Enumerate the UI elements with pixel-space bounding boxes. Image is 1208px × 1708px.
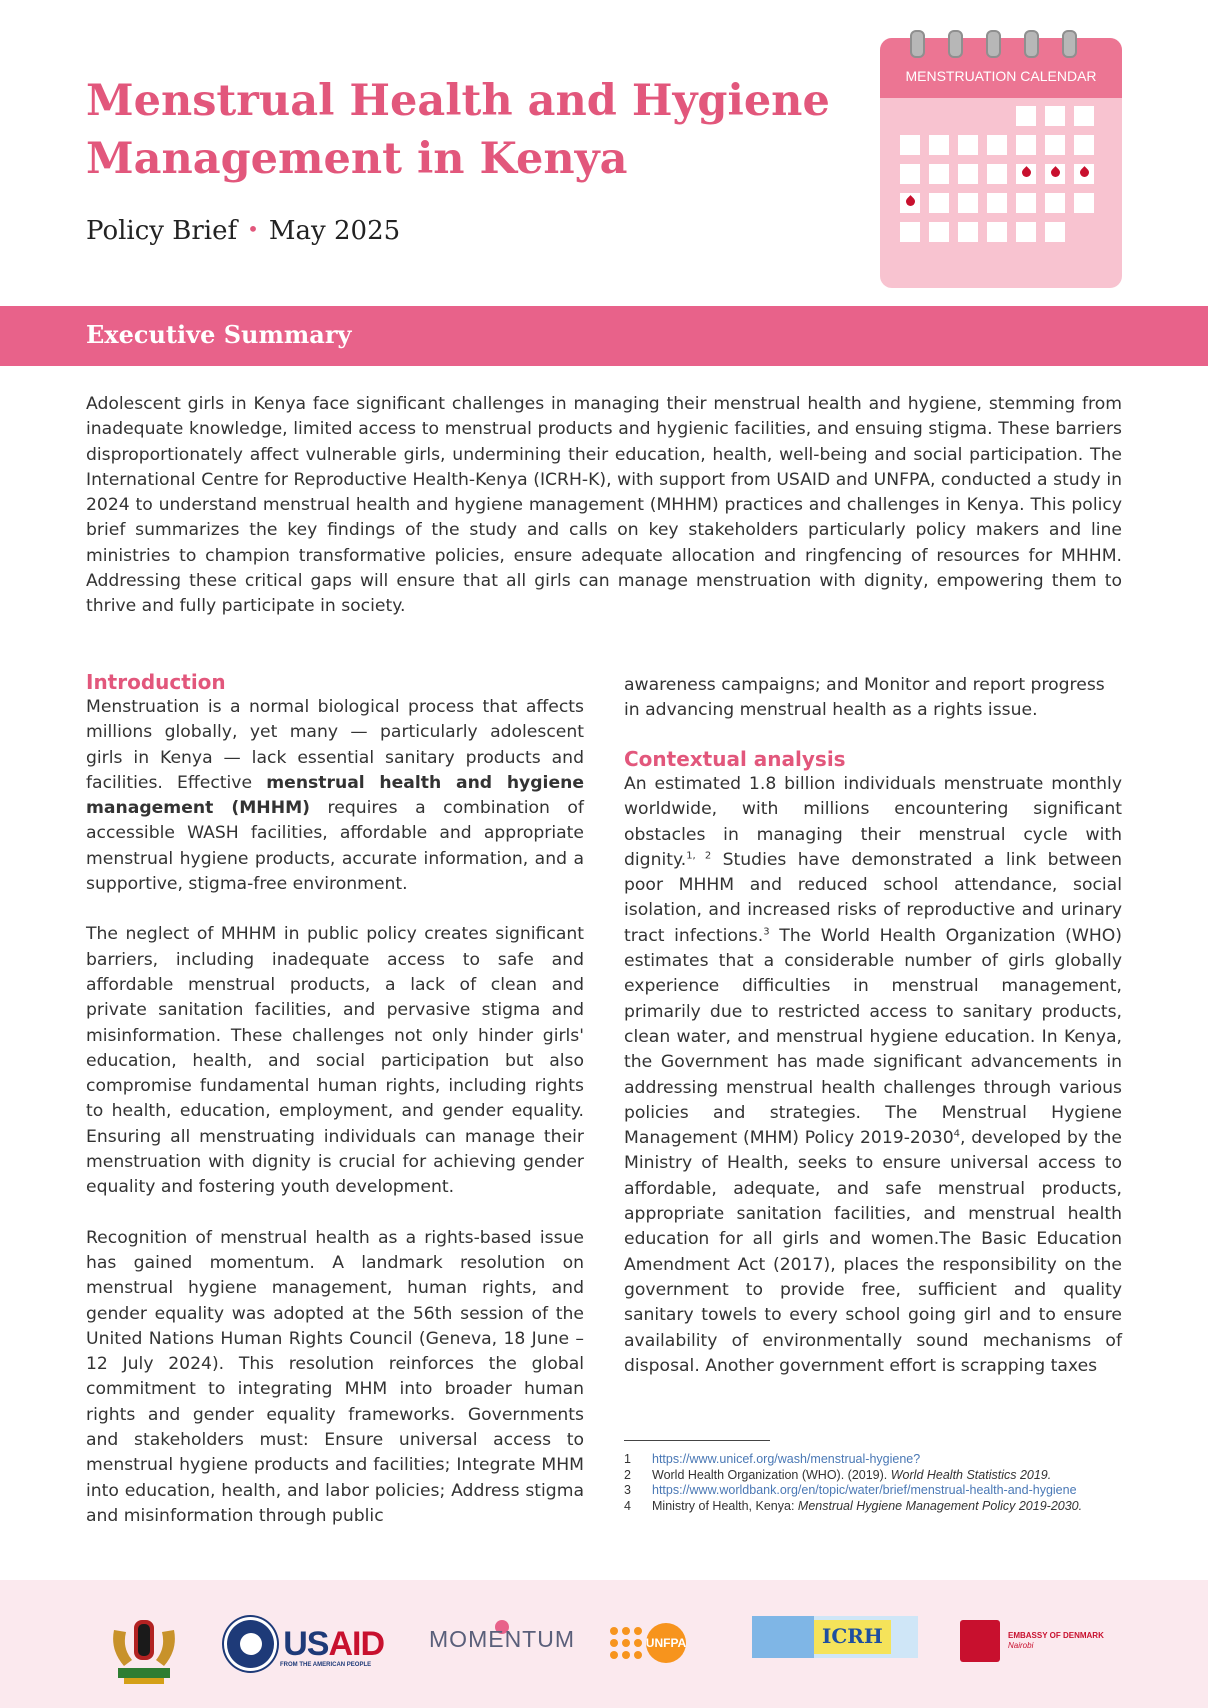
- left-column: [86, 670, 584, 1529]
- coat-of-arms-icon: [100, 1600, 188, 1688]
- footnote-text: [652, 1499, 1082, 1515]
- embassy-of-denmark-logo: [960, 1620, 1110, 1662]
- footnote-number: 3: [624, 1483, 631, 1497]
- calendar-day-cell: [900, 135, 920, 155]
- usaid-tagline: FROM THE AMERICAN PEOPLE: [280, 1662, 372, 1668]
- introduction-heading: Introduction: [86, 670, 226, 694]
- footnote-title: World Health Statistics 2019.: [890, 1467, 1052, 1482]
- footnote-number: 1: [624, 1452, 631, 1466]
- footnote-item: [624, 1468, 1124, 1484]
- footnote-ref: 4: [953, 1128, 961, 1140]
- introduction-paragraph-3: Recognition of menstrual health as a rights-based issue has gained momentum. A landmark resolution on menstrual hygiene management, human rights, and gender equality was adopted at the 56th session of the United Nations Human Rights Council (Geneva, 18 June – 12 July 2024). This resolution reinforces the global commitment to integrating MHM into broader human rights and gender equality frameworks. Governments and stakeholders must: Ensure universal access to menstrual hygiene products and facilities; Integrate MHM into education, health, and labor policies; Address stigma and misinformation through public: [86, 1227, 584, 1526]
- usaid-word-a: US: [283, 1624, 329, 1663]
- footnote-citation: Ministry of Health, Kenya:: [652, 1498, 798, 1513]
- executive-summary-banner: [0, 306, 1208, 366]
- calendar-day-cell: [958, 164, 978, 184]
- calendar-ring: [910, 30, 925, 58]
- calendar-label: MENSTRUATION CALENDAR: [905, 68, 1097, 84]
- footnote-item: [624, 1499, 1124, 1515]
- footnote-item: [624, 1452, 1124, 1468]
- calendar-day-cell: [1016, 135, 1036, 155]
- context-text: An estimated 1.8 billion individuals menstruate monthly worldwide, with millions encountering significant obstacles in managing their menstrual cycle with dignity.: [624, 774, 1122, 870]
- mhhm-emphasis: menstrual health and hygiene management (MHHM): [86, 772, 585, 819]
- usaid-wordmark: [283, 1625, 384, 1664]
- unfpa-wordmark: UNFPA: [646, 1623, 686, 1663]
- footnote-ref: 1, 2: [686, 850, 712, 862]
- calendar-day-cell: [1045, 106, 1065, 126]
- footnote-number: 4: [624, 1498, 631, 1513]
- footnote-citation: World Health Organization (WHO). (2019).: [652, 1467, 891, 1482]
- footnote-link[interactable]: https://www.unicef.org/wash/menstrual-hygiene?: [652, 1452, 921, 1466]
- calendar-ring: [1062, 30, 1077, 58]
- contextual-analysis-heading: Contextual analysis: [624, 747, 846, 771]
- document-subtitle: [86, 216, 400, 246]
- brief-type: Policy Brief: [86, 216, 238, 246]
- icrh-logo: [752, 1616, 918, 1658]
- intro-text: Menstruation is a normal biological process that affects millions globally, yet many — particularly adolescent girls in Kenya — lack essential sanitary products and facilities. Effective: [86, 697, 584, 793]
- introduction-paragraph-2: The neglect of MHHM in public policy creates significant barriers, including inadequate access to safe and affordable menstrual products, a lack of clean and private sanitation facilities, and pervasive stigma and misinformation. These challenges not only hinder girls' education, health, and social participation but also compromise fundamental human rights, including rights to health, education, employment, and gender equality. Ensuring all menstruating individuals can manage their menstruation with dignity is crucial for achieving gender equality and fostering youth development.: [86, 924, 584, 1198]
- footnotes: [624, 1452, 1124, 1514]
- document-title: Menstrual Health and Hygiene Management in Kenya: [86, 76, 830, 184]
- executive-summary-text: Adolescent girls in Kenya face significant challenges in managing their menstrual health and hygiene, stemming from inadequate knowledge, limited access to menstrual products and hygienic facilities, and ensuing stigma. These barriers disproportionately affect vulnerable girls, undermining their education, health, well-being and social participation. The International Centre for Reproductive Health-Kenya (ICRH-K), with support from USAID and UNFPA, conducted a study in 2024 to understand menstrual health and hygiene management (MHHM) practices and challenges in Kenya. This policy brief summarizes the key findings of the study and calls on key stakeholders particularly policy makers and line ministries to champion transformative policies, ensure adequate allocation and ringfencing of resources for MHHM. Addressing these critical gaps will ensure that all girls can manage menstruation with dignity, empowering them to thrive and fully participate in society.: [86, 394, 1122, 617]
- calendar-day-cell: [987, 222, 1007, 242]
- introduction-paragraph-3-continued: awareness campaigns; and Monitor and report progress in advancing menstrual health as a rights issue.: [624, 675, 1105, 721]
- subtitle-separator: •: [247, 217, 259, 241]
- blood-drop-icon: [1020, 166, 1033, 179]
- calendar-ring: [948, 30, 963, 58]
- usaid-seal-icon: [224, 1617, 277, 1671]
- calendar-day-cell: [1045, 135, 1065, 155]
- calendar-ring: [1024, 30, 1039, 58]
- usaid-word-b: AID: [328, 1624, 384, 1663]
- context-text: The World Health Organization (WHO) estimates that a considerable number of girls globally experience difficulties in menstrual management, primarily due to restricted access to sanitary products, clean water, and menstrual hygiene education. In Kenya, the Government has made significant advancements in addressing menstrual health challenges through various policies and strategies. The Menstrual Hygiene Management (MHM) Policy 2019-2030: [624, 925, 1122, 1149]
- momentum-wordmark: MOMENTUM: [429, 1626, 575, 1652]
- blood-drop-icon: [1049, 166, 1062, 179]
- menstruation-calendar-icon: [880, 38, 1122, 288]
- calendar-day-cell: [1074, 164, 1094, 184]
- right-column-continuation: [624, 673, 1122, 724]
- calendar-day-cell: [900, 164, 920, 184]
- partner-logos-footer: [0, 1580, 1208, 1708]
- calendar-day-cell: [1016, 106, 1036, 126]
- calendar-day-cell: [929, 135, 949, 155]
- icrh-wordmark: ICRH: [814, 1620, 891, 1654]
- kenya-coat-of-arms-logo: [100, 1600, 188, 1688]
- calendar-day-cell: [987, 135, 1007, 155]
- calendar-day-cell: [1074, 193, 1094, 213]
- intro-text: requires a combination of accessible WASH facilities, affordable and appropriate menstrual hygiene products, accurate information, and a supportive, stigma-free environment.: [86, 798, 584, 895]
- calendar-day-cell: [900, 193, 920, 213]
- momentum-logo: [429, 1620, 575, 1676]
- calendar-day-cell: [929, 222, 949, 242]
- calendar-day-cell: [987, 193, 1007, 213]
- unfpa-dots-icon: [610, 1627, 642, 1659]
- calendar-day-cell: [1045, 164, 1065, 184]
- calendar-day-cell: [958, 193, 978, 213]
- calendar-ring: [986, 30, 1001, 58]
- calendar-day-cell: [958, 135, 978, 155]
- footnote-link[interactable]: https://www.worldbank.org/en/topic/water/brief/menstrual-health-and-hygiene: [652, 1483, 1077, 1497]
- icrh-figure-icon: [752, 1616, 814, 1658]
- calendar-day-cell: [929, 193, 949, 213]
- calendar-day-cell: [1016, 193, 1036, 213]
- introduction-paragraph-1: [86, 695, 584, 897]
- context-text: , developed by the Ministry of Health, seeks to ensure universal access to affordable, adequate, and safe menstrual products, appropriate sanitation facilities, and menstrual health education for all girls and women.The Basic Education Amendment Act (2017), places the responsibility on the government to provide free, sufficient and quality sanitary towels to every school going girl and to ensure availability of environmentally sound mechanisms of disposal. Another government effort is scrapping taxes: [624, 1128, 1123, 1376]
- calendar-day-cell: [929, 164, 949, 184]
- contextual-analysis-paragraph: [624, 772, 1122, 1379]
- calendar-day-cell: [1016, 222, 1036, 242]
- denmark-crest-icon: [960, 1620, 1000, 1662]
- calendar-day-cell: [987, 164, 1007, 184]
- right-column: [624, 747, 1122, 1379]
- context-text: Studies have demonstrated a link between poor MHHM and reduced school attendance, social isolation, and increased risks of reproductive and urinary tract infections.: [624, 849, 1122, 946]
- footnote-text: [652, 1468, 1051, 1484]
- footnote-item: [624, 1483, 1124, 1499]
- executive-summary-heading: Executive Summary: [86, 320, 352, 349]
- blood-drop-icon: [1078, 166, 1091, 179]
- unfpa-logo: [610, 1618, 710, 1668]
- footnote-number: 2: [624, 1467, 631, 1482]
- calendar-day-cell: [1074, 106, 1094, 126]
- calendar-day-cell: [1045, 222, 1065, 242]
- footnote-title: Menstrual Hygiene Management Policy 2019-2030.: [797, 1498, 1083, 1513]
- calendar-day-cell: [958, 222, 978, 242]
- calendar-day-cell: [1074, 135, 1094, 155]
- calendar-day-cell: [1016, 164, 1036, 184]
- brief-date: May 2025: [268, 216, 401, 246]
- footnote-divider: [624, 1440, 770, 1441]
- calendar-day-cell: [1045, 193, 1065, 213]
- footnote-ref: 3: [763, 926, 770, 938]
- denmark-city: Nairobi: [1008, 1641, 1034, 1650]
- calendar-day-cell: [900, 222, 920, 242]
- denmark-wordmark: EMBASSY OF DENMARK Nairobi: [1008, 1631, 1104, 1650]
- usaid-logo: [224, 1614, 384, 1674]
- blood-drop-icon: [904, 195, 917, 208]
